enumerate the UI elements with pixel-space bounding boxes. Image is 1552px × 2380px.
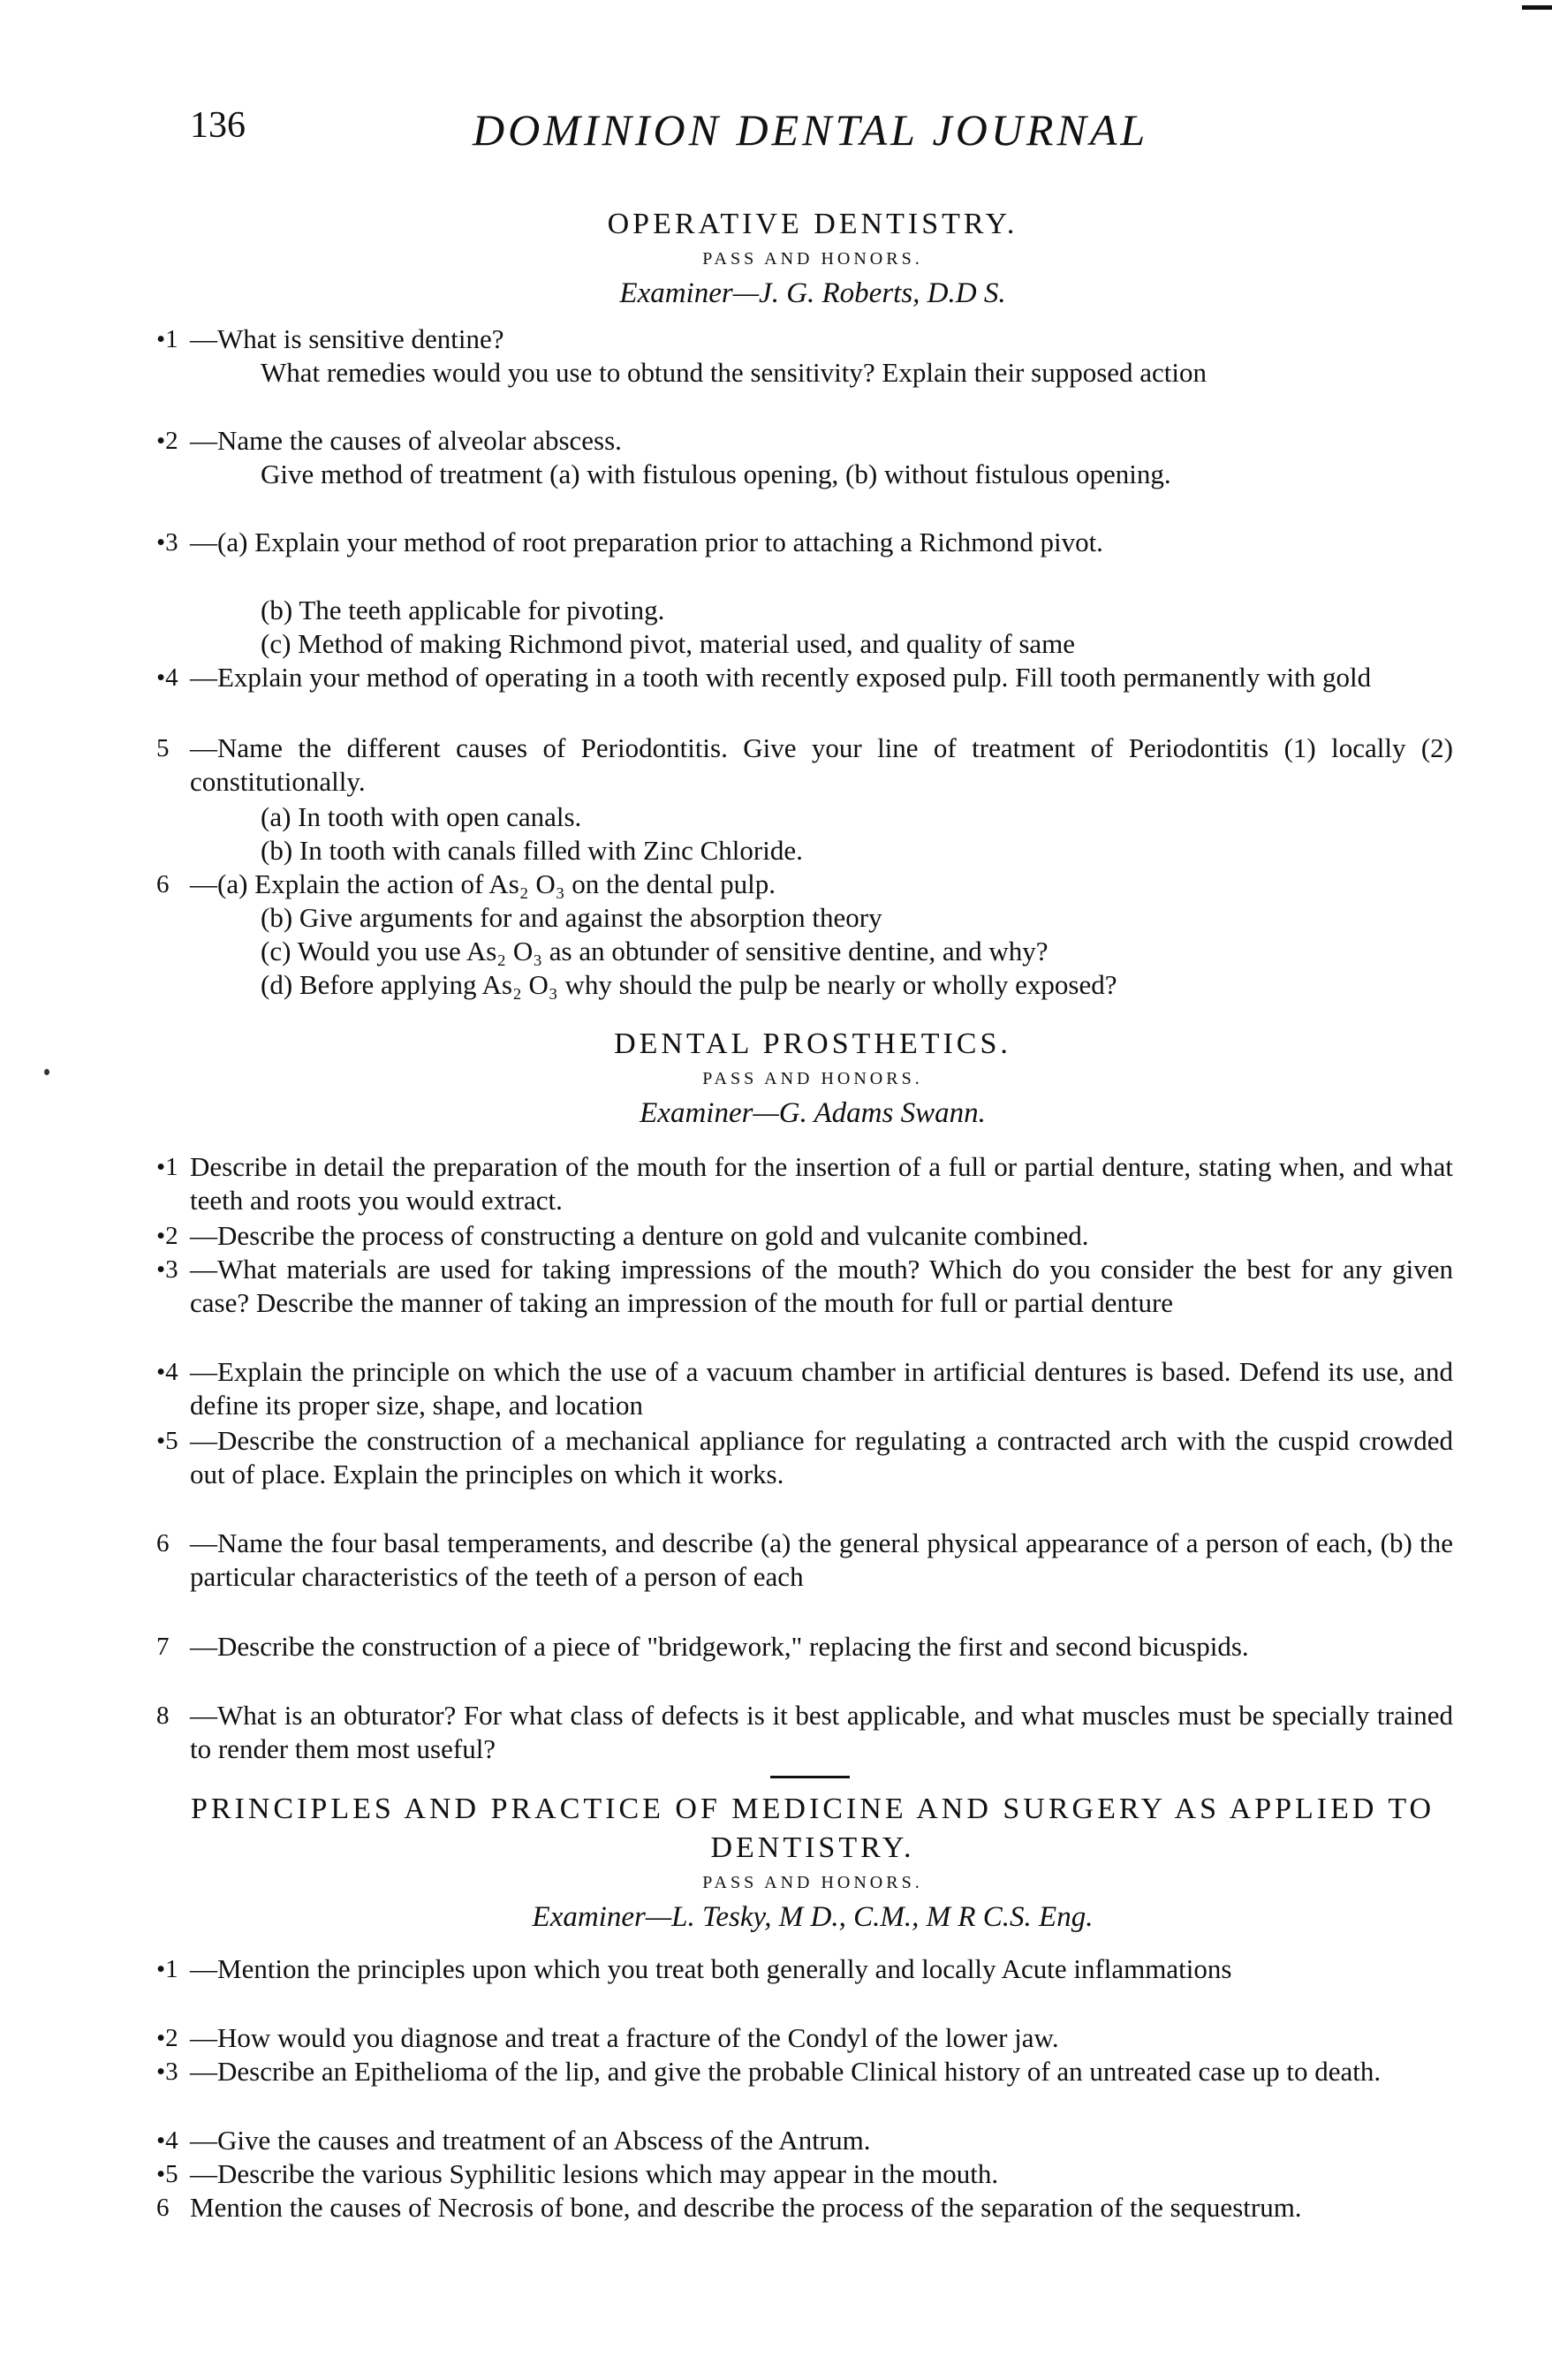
question-number: •1 — [156, 1153, 178, 1181]
question-text: —What is an obturator? For what class of defects is it best applicable, and what muscles must be specially trained to render them most useful? — [190, 1700, 1453, 1764]
question-text: (d) Before applying As₂ O₃ why should the pulp be nearly or wholly exposed? — [261, 969, 1117, 1000]
question — [190, 458, 1524, 491]
question — [190, 935, 1524, 968]
question-text: —(a) Explain your method of root preparation prior to attaching a Richmond pivot. — [190, 527, 1103, 557]
journal-title: DOMINION DENTAL JOURNAL — [473, 105, 1149, 155]
question-number: •2 — [156, 2024, 178, 2052]
question — [156, 1355, 1453, 1422]
question-text: —Describe the various Syphilitic lesions which may appear in the mouth. — [190, 2158, 999, 2189]
question-text: —Describe an Epithelioma of the lip, and give the probable Clinical history of an untreated case up to death. — [190, 2056, 1382, 2087]
question — [190, 594, 1524, 627]
question-text: —Explain the principle on which the use of a vacuum chamber in artificial dentures is based. Defend its use, and define its proper size, shape, and location — [190, 1356, 1453, 1421]
section-heading-operative-dentistry — [172, 205, 1453, 313]
question-text: —Name the four basal temperaments, and describe (a) the general physical appearance of a person of each, (b) the particular characteristics of the teeth of a person of each — [190, 1527, 1453, 1592]
question — [156, 2055, 1453, 2088]
question-text: Mention the causes of Necrosis of bone, and describe the process of the separation of the sequestrum. — [190, 2192, 1302, 2223]
question — [190, 627, 1524, 661]
question-number: •1 — [156, 325, 178, 353]
question-text: —Name the causes of alveolar abscess. — [190, 425, 622, 456]
question-text: —How would you diagnose and treat a fracture of the Condyl of the lower jaw. — [190, 2022, 1059, 2053]
section-examiner: Examiner—L. Tesky, M D., C.M., M R C.S. Eng. — [532, 1901, 1094, 1933]
question-text: —Name the different causes of Periodontitis. Give your line of treatment of Periodontitis (1) locally (2) constitutionally. — [190, 732, 1453, 797]
question-text: What remedies would you use to obtund the sensitivity? Explain their supposed action — [261, 357, 1208, 388]
section-heading-dental-prosthetics — [172, 1025, 1453, 1133]
question-number: 7 — [156, 1633, 170, 1661]
question-text: —Describe the process of constructing a denture on gold and vulcanite combined. — [190, 1220, 1089, 1251]
question-number: 6 — [156, 870, 170, 898]
question-number: 6 — [156, 1529, 170, 1558]
question-number: •4 — [156, 2126, 178, 2155]
question-number: •3 — [156, 528, 178, 557]
question — [156, 661, 1453, 694]
question-text: —Explain your method of operating in a tooth with recently exposed pulp. Fill tooth permanently with gold — [190, 662, 1372, 693]
question — [190, 356, 1524, 390]
question — [156, 1527, 1453, 1594]
question-number: 5 — [156, 734, 170, 762]
question — [156, 1150, 1453, 1217]
running-head — [190, 104, 1444, 166]
question-text: (b) Give arguments for and against the absorption theory — [261, 902, 882, 933]
ink-speck — [44, 1069, 49, 1075]
question-text: Give method of treatment (a) with fistulous opening, (b) without fistulous opening. — [261, 459, 1171, 489]
question-number: •5 — [156, 1427, 178, 1455]
corner-rule — [1522, 5, 1552, 10]
question — [156, 868, 1453, 901]
section-divider — [770, 1776, 850, 1778]
question-number: •1 — [156, 1955, 178, 1983]
section-subtitle: PASS AND HONORS. — [702, 1873, 923, 1892]
question-text: (c) Method of making Richmond pivot, material used, and quality of same — [261, 628, 1076, 659]
question — [156, 526, 1453, 559]
question-number: •5 — [156, 2160, 178, 2188]
question-text: —Describe the construction of a mechanical appliance for regulating a contracted arch with the cuspid crowded out of place. Explain the principles on which it works. — [190, 1425, 1453, 1489]
question-text: (a) In tooth with open canals. — [261, 801, 582, 832]
section-subtitle: PASS AND HONORS. — [702, 1069, 923, 1088]
question — [190, 901, 1524, 935]
section-examiner: Examiner—J. G. Roberts, D.D S. — [619, 277, 1006, 309]
question-number: •3 — [156, 2058, 178, 2086]
question-number: •2 — [156, 427, 178, 455]
question-text: —Give the causes and treatment of an Abscess of the Antrum. — [190, 2125, 871, 2156]
question-text: —Describe the construction of a piece of "bridgework," replacing the first and second bicuspids. — [190, 1631, 1249, 1662]
page-number: 136 — [190, 105, 246, 146]
question — [156, 731, 1453, 799]
section-title: DENTAL PROSTHETICS. — [614, 1027, 1011, 1060]
question-number: •2 — [156, 1222, 178, 1250]
section-examiner: Examiner—G. Adams Swann. — [640, 1097, 986, 1129]
question — [156, 2157, 1453, 2191]
question-text: (c) Would you use As₂ O₃ as an obtunder of sensitive dentine, and why? — [261, 936, 1049, 966]
question — [156, 1424, 1453, 1491]
question-text: (b) The teeth applicable for pivoting. — [261, 595, 665, 625]
question — [190, 834, 1524, 868]
question-number: •4 — [156, 1358, 178, 1386]
question-number: •3 — [156, 1255, 178, 1284]
section-title: PRINCIPLES AND PRACTICE OF MEDICINE AND SURGERY AS APPLIED TO DENTISTRY. — [190, 1793, 1435, 1864]
question — [156, 1630, 1453, 1664]
question-number: 8 — [156, 1702, 170, 1730]
question — [190, 800, 1524, 834]
question-number: •4 — [156, 663, 178, 692]
section-heading-medicine-and-surgery — [172, 1790, 1453, 1937]
question — [156, 322, 1453, 356]
question — [156, 1219, 1453, 1253]
question — [156, 1699, 1453, 1766]
section-subtitle: PASS AND HONORS. — [702, 249, 923, 269]
question — [156, 2191, 1453, 2225]
question — [156, 2021, 1453, 2055]
section-title: OPERATIVE DENTISTRY. — [607, 208, 1018, 240]
question-text: —(a) Explain the action of As₂ O₃ on the dental pulp. — [190, 868, 776, 899]
question-text: —What is sensitive dentine? — [190, 323, 504, 354]
question-text: (b) In tooth with canals filled with Zinc Chloride. — [261, 835, 803, 866]
question — [156, 1253, 1453, 1320]
question-number: 6 — [156, 2194, 170, 2222]
question-text: Describe in detail the preparation of the mouth for the insertion of a full or partial denture, stating when, and what teeth and roots you would extract. — [190, 1151, 1453, 1216]
question — [156, 2124, 1453, 2157]
question — [190, 968, 1524, 1002]
question — [156, 424, 1453, 458]
question-text: —Mention the principles upon which you treat both generally and locally Acute inflammations — [190, 1953, 1232, 1984]
question-text: —What materials are used for taking impressions of the mouth? Which do you consider the best for any given case? Describe the manner of taking an impression of the mouth for full or partial denture — [190, 1254, 1453, 1318]
question — [156, 1952, 1453, 1986]
